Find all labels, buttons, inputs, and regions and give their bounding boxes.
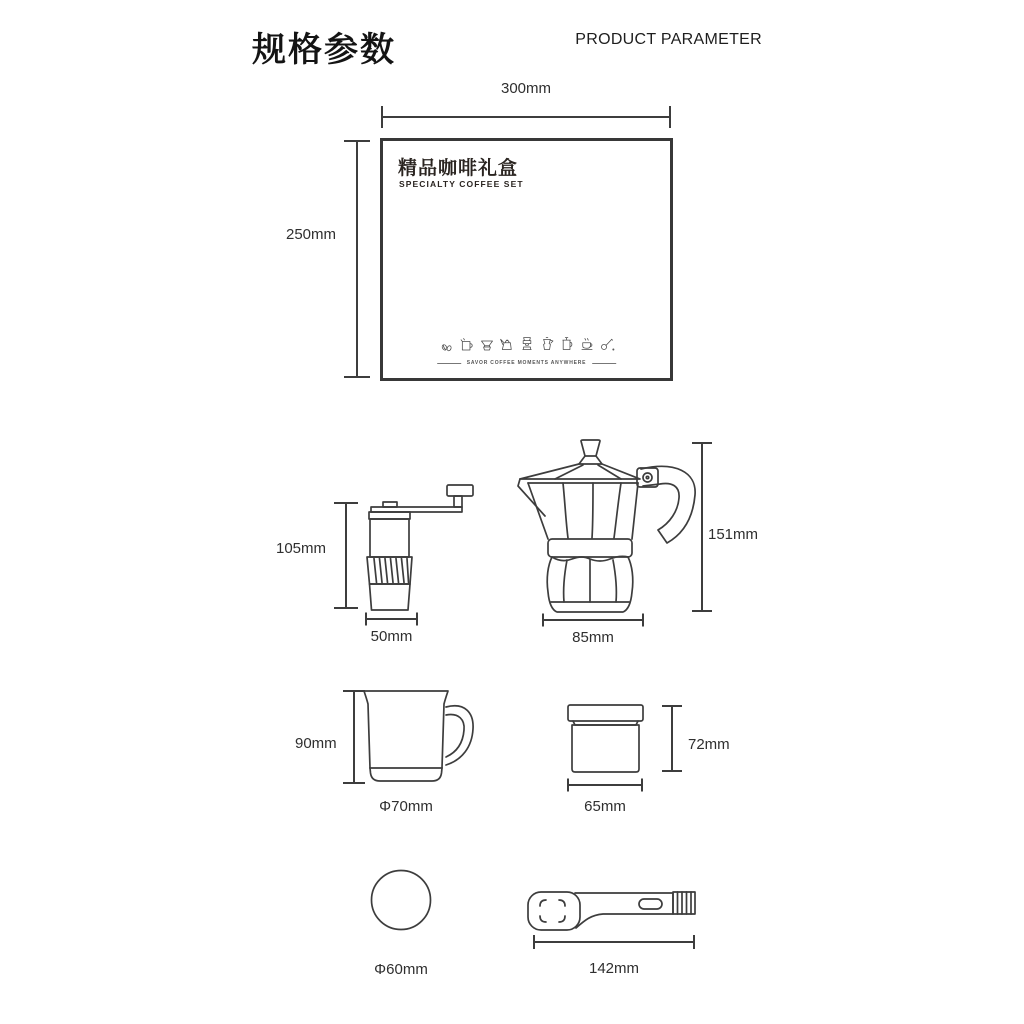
mug-diameter-label: Φ70mm xyxy=(379,798,433,815)
giftbox-name-cn: 精品咖啡礼盒 xyxy=(398,158,519,179)
mug-drawing xyxy=(362,688,476,786)
canister-drawing xyxy=(566,703,646,774)
canister-height-label: 72mm xyxy=(688,736,730,753)
coffee-beans-icon xyxy=(438,334,455,354)
canister-height-dim-line xyxy=(671,705,673,772)
moka-height-label: 151mm xyxy=(708,526,759,543)
page-title-en: PRODUCT PARAMETER xyxy=(575,31,762,48)
moka-width-label: 85mm xyxy=(572,629,614,646)
giftbox-width-label: 300mm xyxy=(500,80,552,97)
grinder-height-label: 105mm xyxy=(276,540,327,557)
page-title-cn: 规格参数 xyxy=(252,31,396,69)
giftbox-name-en: SPECIALTY COFFEE SET xyxy=(399,179,524,189)
gooseneck-kettle-icon xyxy=(498,334,515,354)
grinder-width-dim-line xyxy=(365,618,418,620)
measuring-mug-icon xyxy=(458,334,475,354)
brush-length-label: 142mm xyxy=(588,960,640,977)
pour-over-dripper-icon xyxy=(478,334,495,354)
moka-pot-drawing xyxy=(515,438,700,615)
moka-width-dim-line xyxy=(542,619,644,621)
moka-pot-icon xyxy=(538,334,555,354)
coaster-drawing xyxy=(370,869,432,931)
giftbox-height-dim-line xyxy=(356,140,358,378)
grinder-width-label: 50mm xyxy=(370,628,413,645)
coffee-scoop-icon xyxy=(598,334,615,354)
canister-width-label: 65mm xyxy=(584,798,626,815)
tagline-right-rule xyxy=(592,363,616,364)
espresso-machine-icon xyxy=(518,334,535,354)
canister-width-dim-line xyxy=(567,784,643,786)
giftbox-tagline xyxy=(437,360,617,366)
giftbox-height-label: 250mm xyxy=(286,226,337,243)
giftbox-width-dim-line xyxy=(381,116,671,118)
mug-height-label: 90mm xyxy=(295,735,337,752)
tagline-text: SAVOR COFFEE MOMENTS ANYWHERE xyxy=(466,360,587,366)
tagline-left-rule xyxy=(437,363,461,364)
brush-length-dim-line xyxy=(533,941,695,943)
moka-height-dim-line xyxy=(701,442,703,612)
giftbox-outline xyxy=(380,138,673,381)
brush-drawing xyxy=(525,888,700,938)
mug-height-dim-line xyxy=(353,690,355,784)
grinder-height-dim-line xyxy=(345,502,347,609)
coffee-cup-icon xyxy=(578,334,595,354)
giftbox-icon-strip xyxy=(438,334,615,354)
french-press-icon xyxy=(558,334,575,354)
coaster-diameter-label: Φ60mm xyxy=(374,961,428,978)
grinder-drawing xyxy=(363,482,477,612)
